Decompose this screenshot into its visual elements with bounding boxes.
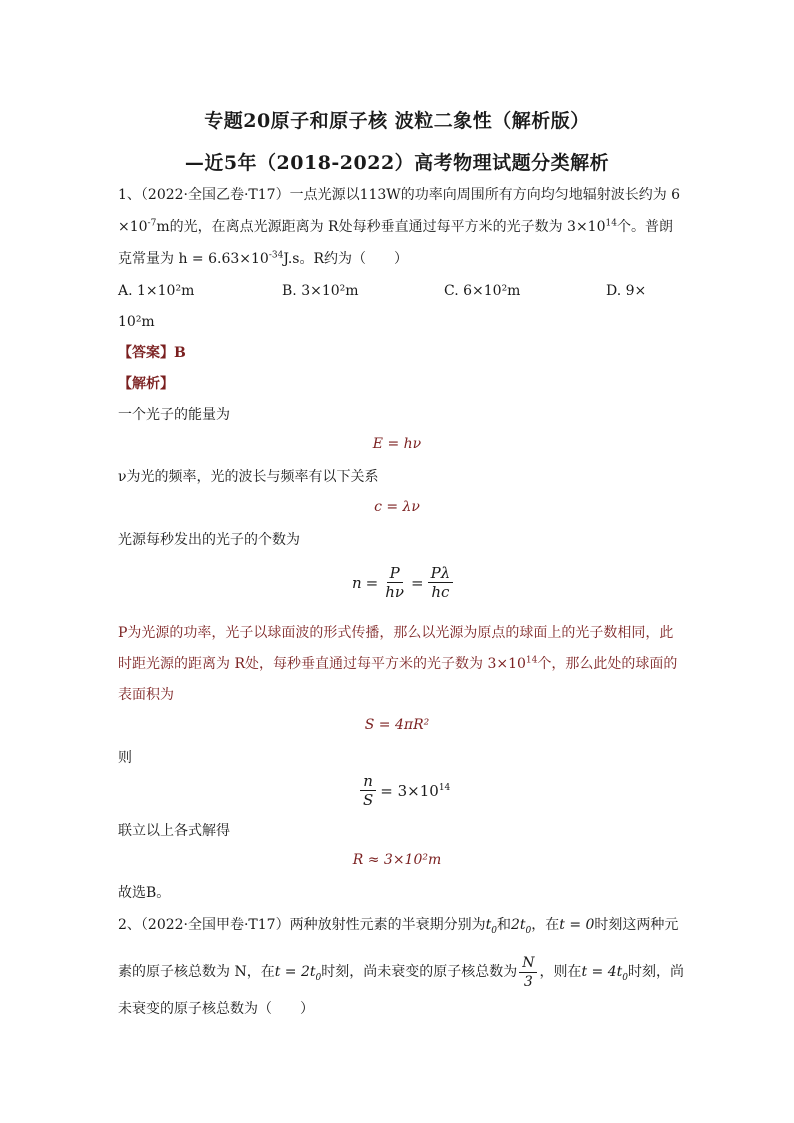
- equation-photon-energy: E = hν: [372, 436, 422, 452]
- q2-stem-line3: 未衰变的原子核总数为（ ）: [118, 1001, 314, 1017]
- q1-stem-line1: 1、（2022·全国乙卷·T17）一点光源以113W的功率向周围所有方向均匀地辐射波长约为 6: [118, 187, 681, 203]
- q1-option-c: C. 6×10²m: [444, 283, 521, 299]
- q1-analysis-text6: 联立以上各式解得: [118, 823, 230, 839]
- q1-analysis-text1: 一个光子的能量为: [118, 407, 230, 423]
- q1-option-b: B. 3×10²m: [282, 283, 359, 299]
- q1-analysis-text4-line3: 表面积为: [118, 687, 174, 703]
- q1-option-d: D. 9×: [606, 283, 647, 299]
- q1-analysis-text2: ν为光的频率，光的波长与频率有以下关系: [118, 469, 379, 485]
- q2-stem-line1: 2、（2022·全国甲卷·T17）两种放射性元素的半衰期分别为$t_0$和$2t_0$，在t = 0时刻这两种元: [118, 917, 679, 936]
- q1-answer: 【答案】B: [118, 345, 186, 361]
- equation-wave-relation: c = λν: [374, 499, 420, 515]
- q1-analysis-text5: 则: [118, 750, 132, 766]
- equation-result: R ≈ 3×10²m: [352, 852, 442, 868]
- q1-option-d-cont: 10²m: [118, 314, 155, 330]
- document-title: 专题20原子和原子核 波粒二象性（解析版）: [204, 110, 590, 132]
- q1-analysis-label: 【解析】: [118, 376, 174, 392]
- q1-analysis-conclusion: 故选B。: [118, 885, 171, 901]
- q1-stem-line3: 克常量为 $h = 6.63\times 10^{-34}J.s$。R约为（ ）: [118, 250, 409, 267]
- q1-stem-line2: $\times 10^{-7}m$的光，在离点光源距离为 R处每秒垂直通过每平方米的光子数为 $3\times 10^{14}$个。普朗: [118, 218, 673, 235]
- equation-flux: $\frac{n}{S}$ = $3\times 10^{14}$: [360, 772, 450, 809]
- document-subtitle: —近5年（2018-2022）高考物理试题分类解析: [184, 152, 610, 174]
- q1-analysis-text4-line2: 时距光源的距离为 R处，每秒垂直通过每平方米的光子数为 $3\times 10^{14}$个，那么此处的球面的: [118, 655, 678, 672]
- q1-analysis-text3: 光源每秒发出的光子的个数为: [118, 532, 300, 548]
- q2-stem-line2: 素的原子核总数为 N，在 $t = 2t_0$ 时刻，尚未衰变的原子核总数为 $\frac{N}{3}$ ，则在 $t = 4t_0$ 时刻，尚: [118, 954, 685, 990]
- q1-analysis-text4-line1: P为光源的功率，光子以球面波的形式传播，那么以光源为原点的球面上的光子数相同，此: [118, 625, 674, 641]
- q1-option-a: A. 1×10²m: [118, 283, 195, 299]
- equation-photon-count: n = $\frac{P}{h\nu}$ = $\frac{P\lambda}{hc}$: [352, 564, 453, 601]
- equation-sphere-area: S = 4πR²: [364, 717, 430, 733]
